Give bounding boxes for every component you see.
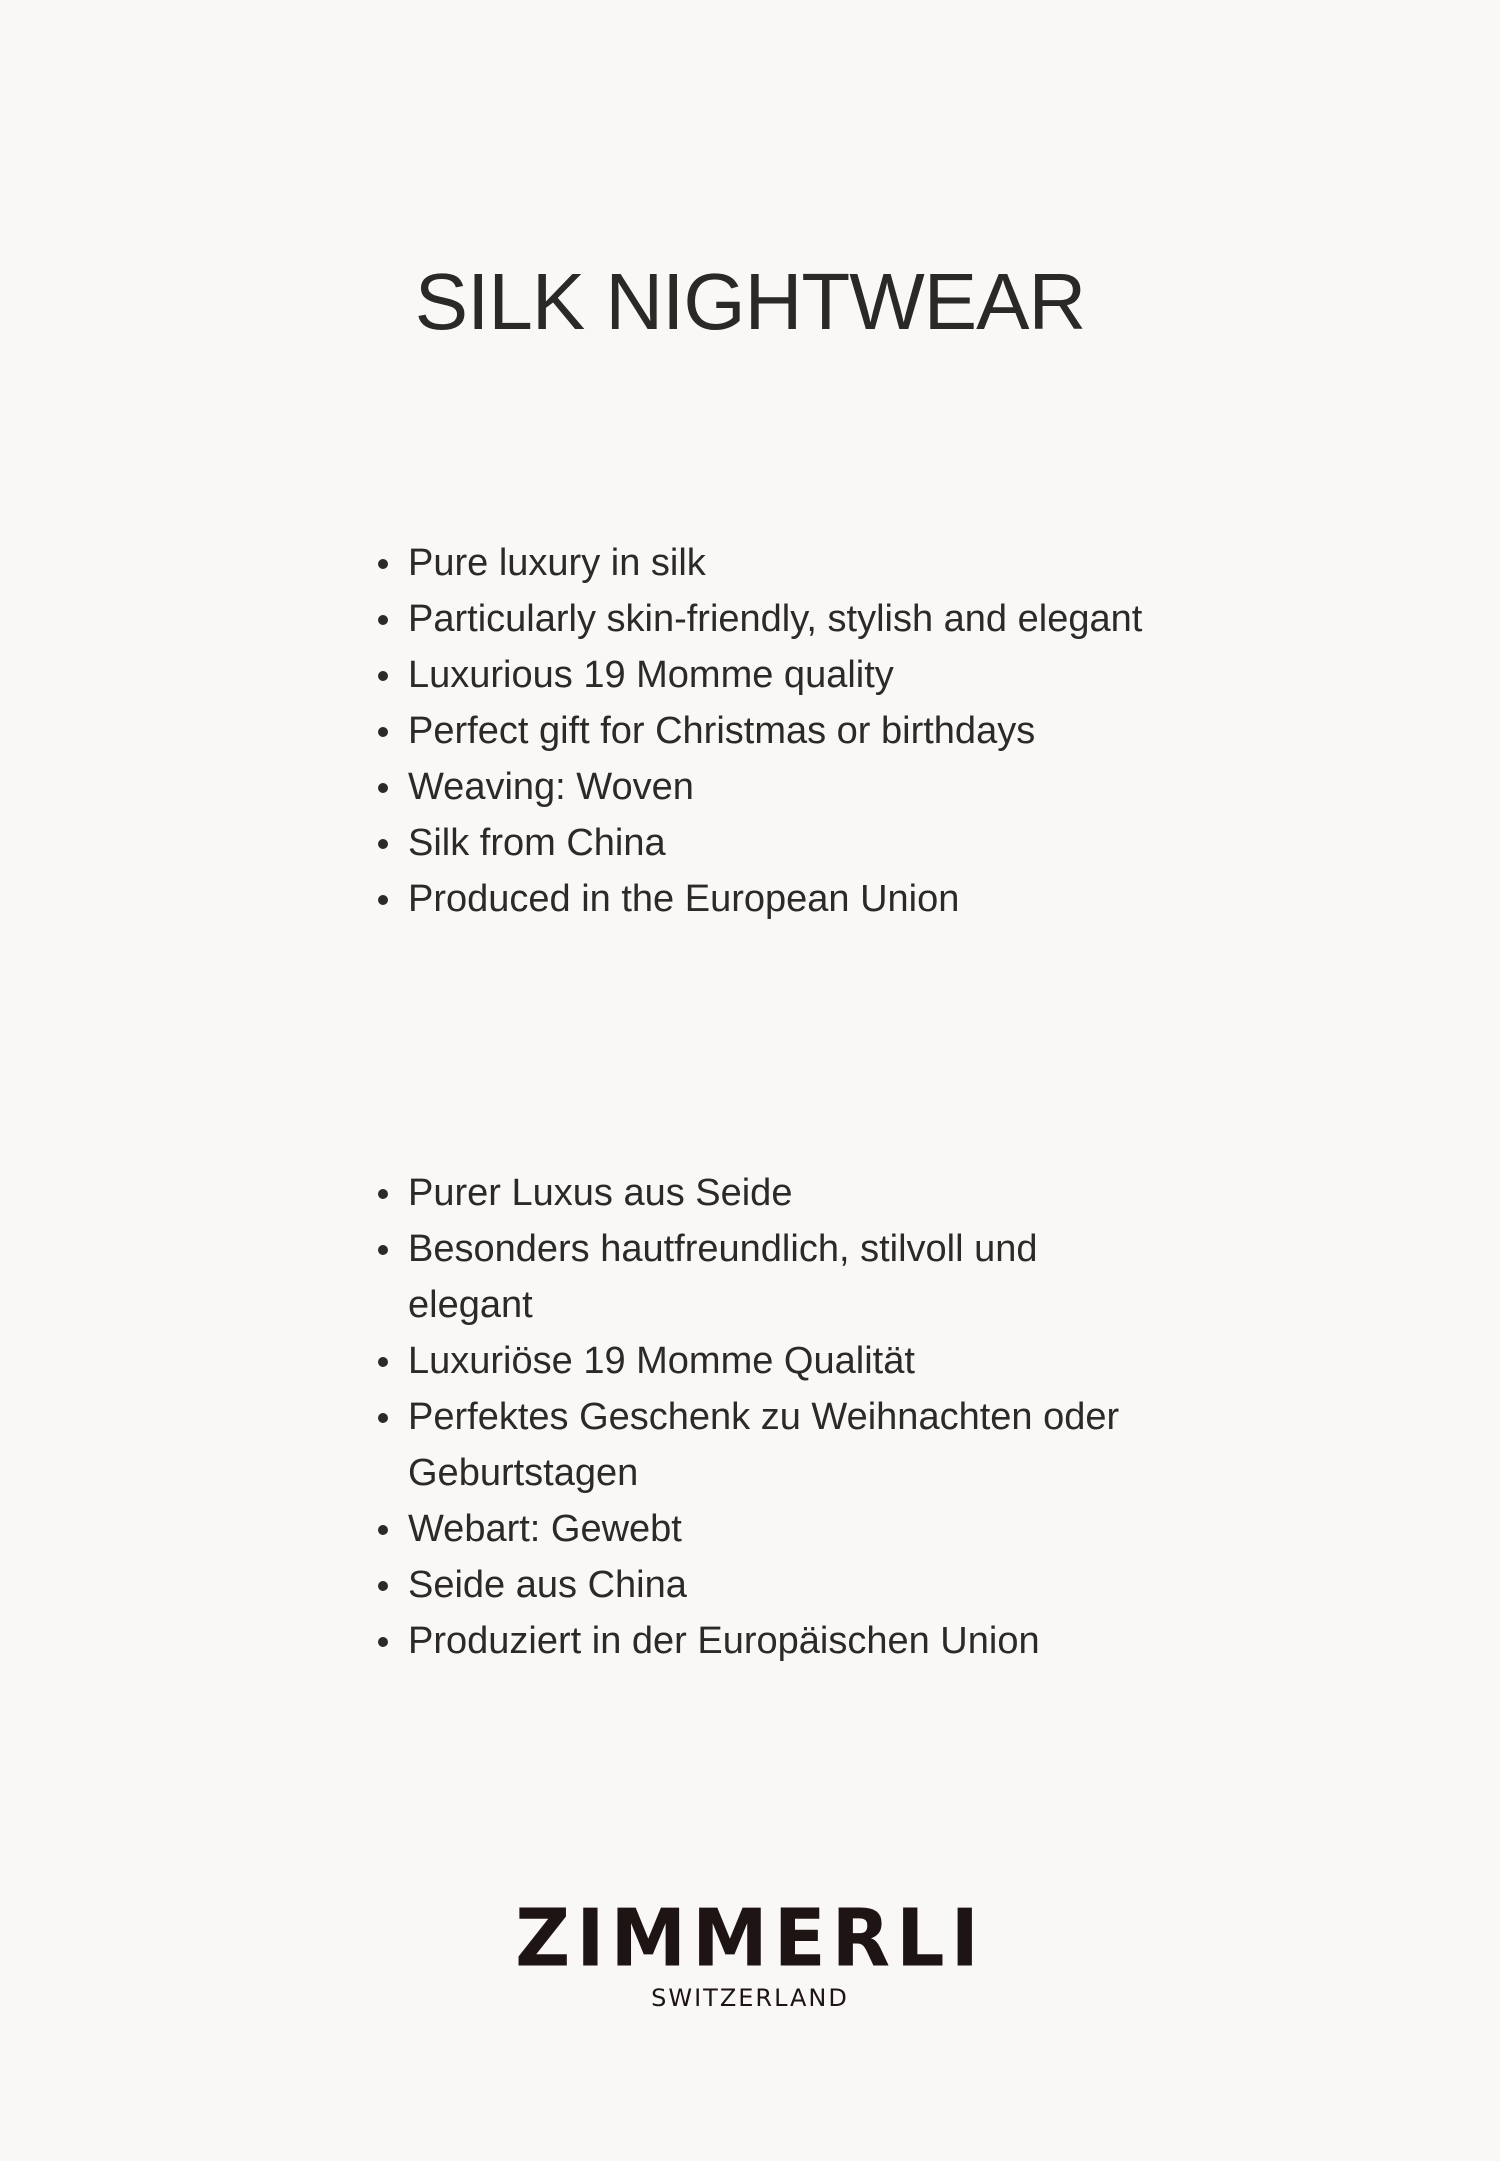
- bullet-icon: [378, 839, 388, 849]
- page-title: SILK NIGHTWEAR: [414, 257, 1086, 346]
- list-item: Luxurious 19 Momme quality: [408, 647, 1168, 703]
- list-item: Produziert in der Europäischen Union: [408, 1613, 1168, 1669]
- bullet-icon: [378, 1357, 388, 1367]
- list-item: Silk from China: [408, 815, 1168, 871]
- list-item: Seide aus China: [408, 1557, 1168, 1613]
- brand-tagline: SWITZERLAND: [651, 1984, 849, 2012]
- bullet-icon: [378, 1413, 388, 1423]
- list-item: Perfektes Geschenk zu Weihnachten oder Geburtstagen: [408, 1389, 1168, 1501]
- bullet-icon: [378, 559, 388, 569]
- bullet-icon: [378, 1525, 388, 1535]
- brand-logo: [0, 1890, 1500, 2014]
- brand-name: ZIMMERLI: [515, 1890, 985, 1985]
- bullet-icon: [378, 783, 388, 793]
- bullet-icon: [378, 1581, 388, 1591]
- list-item: Particularly skin-friendly, stylish and elegant: [408, 591, 1168, 647]
- feature-list-english: [408, 535, 1168, 927]
- bullet-icon: [378, 1245, 388, 1255]
- bullet-icon: [378, 895, 388, 905]
- bullet-icon: [378, 1189, 388, 1199]
- bullet-icon: [378, 615, 388, 625]
- feature-list-german: [408, 1165, 1168, 1669]
- list-item: Purer Luxus aus Seide: [408, 1165, 1168, 1221]
- bullet-icon: [378, 1637, 388, 1647]
- list-item: Weaving: Woven: [408, 759, 1168, 815]
- list-item: Webart: Gewebt: [408, 1501, 1168, 1557]
- list-item: Perfect gift for Christmas or birthdays: [408, 703, 1168, 759]
- bullet-icon: [378, 671, 388, 681]
- list-item: Luxuriöse 19 Momme Qualität: [408, 1333, 1168, 1389]
- bullet-icon: [378, 727, 388, 737]
- list-item: Pure luxury in silk: [408, 535, 1168, 591]
- list-item: Produced in the European Union: [408, 871, 1168, 927]
- list-item: Besonders hautfreundlich, stilvoll und elegant: [408, 1221, 1168, 1333]
